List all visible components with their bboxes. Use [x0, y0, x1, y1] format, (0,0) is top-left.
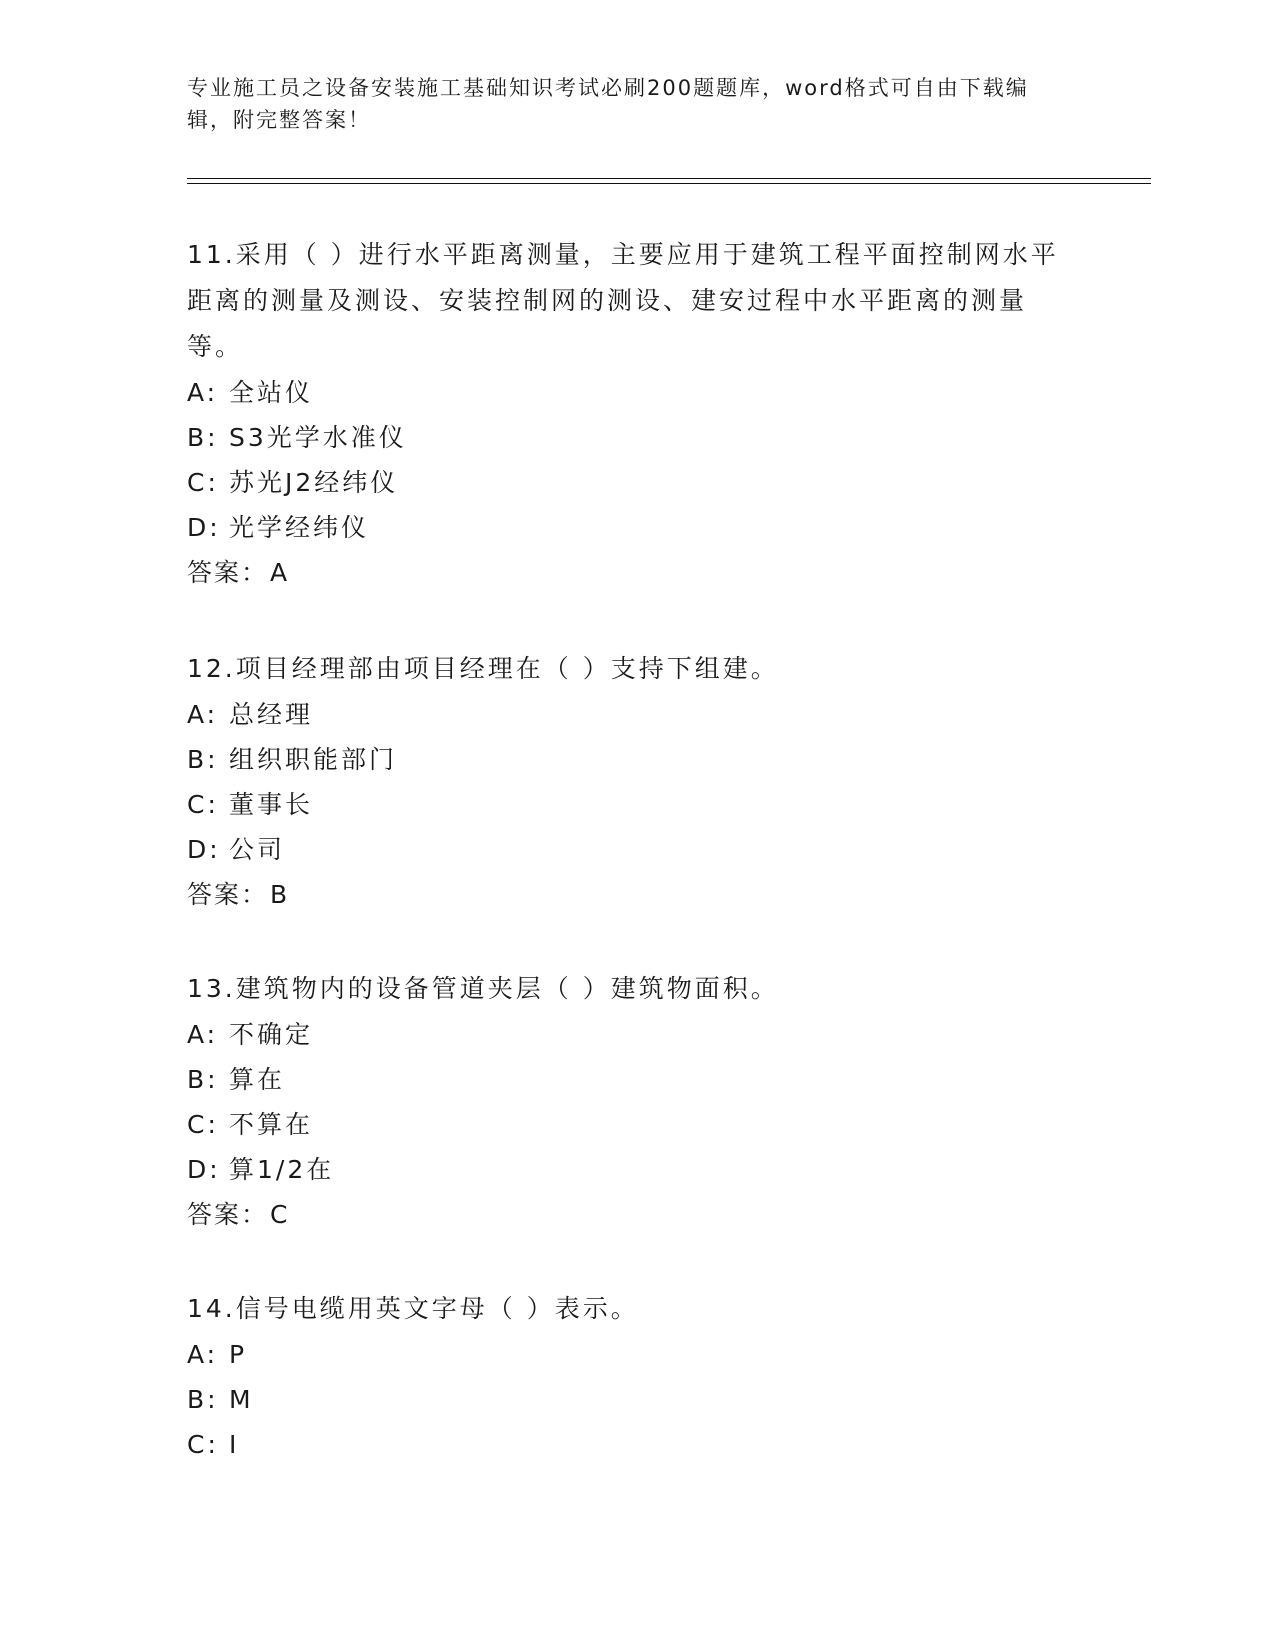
document-header: 专业施工员之设备安装施工基础知识考试必刷200题题库，word格式可自由下载编辑，附完整答案！ — [187, 76, 1029, 132]
option-text: 总经理 — [229, 700, 314, 729]
option-text: 算在 — [229, 1065, 286, 1094]
option-c — [187, 1422, 1067, 1467]
option-text: S3光学水准仪 — [229, 423, 407, 452]
header-divider-bottom — [187, 183, 1151, 184]
answer-label: 答案： — [187, 1200, 269, 1229]
option-letter: D: — [187, 1155, 221, 1184]
answer-line — [187, 1192, 1067, 1237]
question-14 — [187, 1286, 1067, 1467]
option-letter: B: — [187, 1385, 219, 1414]
answer-label: 答案： — [187, 880, 269, 909]
option-letter: A: — [187, 1340, 219, 1369]
option-text: 不确定 — [229, 1020, 314, 1049]
question-13 — [187, 966, 1067, 1237]
option-letter: C: — [187, 1430, 219, 1459]
answer-value: B — [270, 880, 290, 909]
option-letter: B: — [187, 745, 219, 774]
option-letter: C: — [187, 790, 219, 819]
option-text: M — [229, 1385, 254, 1414]
question-stem: 13.建筑物内的设备管道夹层（ ）建筑物面积。 — [187, 974, 779, 1003]
option-a — [187, 692, 1067, 737]
option-text: P — [229, 1340, 248, 1369]
option-text: 董事长 — [229, 790, 314, 819]
option-letter: A: — [187, 1020, 219, 1049]
question-stem: 11.采用（ ）进行水平距离测量，主要应用于建筑工程平面控制网水平距离的测量及测设、安装控制网的测设、建安过程中水平距离的测量等。 — [187, 240, 1059, 361]
option-letter: D: — [187, 835, 221, 864]
answer-line — [187, 872, 1067, 917]
option-letter: B: — [187, 423, 219, 452]
answer-value: A — [270, 558, 290, 587]
option-b — [187, 737, 1067, 782]
option-letter: C: — [187, 1110, 219, 1139]
option-a — [187, 370, 1067, 415]
option-a — [187, 1332, 1067, 1377]
question-11 — [187, 232, 1067, 595]
option-text: 公司 — [229, 835, 286, 864]
option-c — [187, 1102, 1067, 1147]
question-stem: 12.项目经理部由项目经理在（ ）支持下组建。 — [187, 654, 779, 683]
option-d — [187, 827, 1067, 872]
header-divider-top — [187, 178, 1151, 179]
option-d — [187, 505, 1067, 550]
option-letter: B: — [187, 1065, 219, 1094]
answer-label: 答案： — [187, 558, 269, 587]
option-text: 光学经纬仪 — [229, 513, 370, 542]
option-text: 苏光J2经纬仪 — [229, 468, 399, 497]
option-text: 不算在 — [229, 1110, 314, 1139]
option-c — [187, 782, 1067, 827]
option-d — [187, 1147, 1067, 1192]
answer-line — [187, 550, 1067, 595]
option-letter: C: — [187, 468, 219, 497]
option-text: 全站仪 — [229, 378, 314, 407]
option-letter: A: — [187, 700, 219, 729]
option-text: 组织职能部门 — [229, 745, 398, 774]
answer-value: C — [270, 1200, 290, 1229]
option-a — [187, 1012, 1067, 1057]
question-stem: 14.信号电缆用英文字母（ ）表示。 — [187, 1294, 639, 1323]
question-12 — [187, 646, 1067, 917]
option-b — [187, 415, 1067, 460]
option-text: 算1/2在 — [229, 1155, 335, 1184]
option-text: I — [229, 1430, 240, 1459]
option-b — [187, 1377, 1067, 1422]
option-letter: D: — [187, 513, 221, 542]
option-c — [187, 460, 1067, 505]
option-letter: A: — [187, 378, 219, 407]
option-b — [187, 1057, 1067, 1102]
